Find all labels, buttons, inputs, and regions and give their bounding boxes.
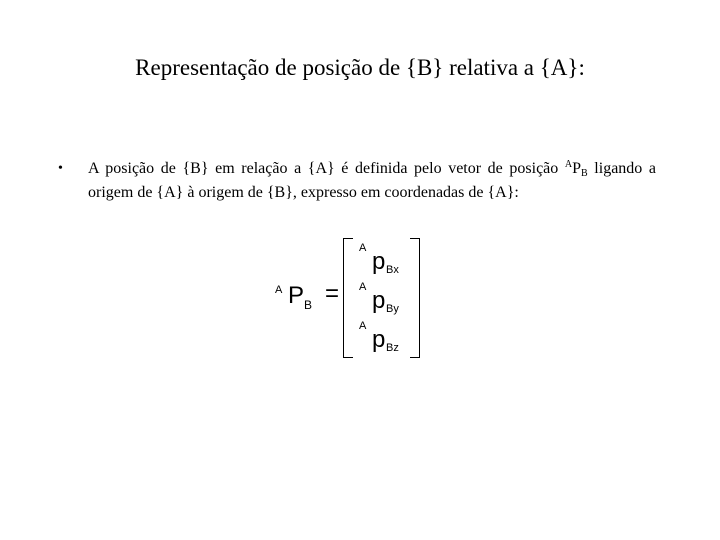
equals-sign: = — [325, 280, 340, 307]
matrix-row-x — [359, 242, 411, 276]
left-bracket — [343, 238, 353, 358]
row-x-superscript: A — [359, 242, 367, 254]
row-x-subscript: Bx — [386, 264, 399, 276]
vector-superscript: A — [564, 159, 573, 170]
vector-subscript: B — [581, 168, 588, 179]
bullet-text-before: A posição de {B} em relação a {A} é definida pelo vetor de posição — [88, 160, 565, 177]
row-z-superscript: A — [359, 320, 367, 332]
bullet-marker: • — [58, 161, 63, 176]
right-bracket — [410, 238, 420, 358]
vector-symbol: P — [572, 160, 582, 177]
row-x-symbol: p — [372, 248, 386, 275]
row-y-symbol: p — [372, 287, 386, 314]
lhs-symbol: P — [288, 282, 305, 309]
row-y-superscript: A — [359, 281, 367, 293]
slide-title: Representação de posição de {B} relativa a {A}: — [135, 55, 585, 80]
row-y-subscript: By — [386, 303, 399, 315]
row-z-subscript: Bz — [386, 342, 399, 354]
bullet-text-after: ligando a origem de {A} à origem de {B}, expresso em coordenadas de {A}: — [88, 160, 656, 201]
matrix-row-y — [359, 281, 411, 315]
bullet-text — [88, 157, 656, 205]
matrix-row-z — [359, 320, 411, 354]
position-vector-equation — [270, 234, 430, 362]
row-z-symbol: p — [372, 326, 386, 353]
lhs-subscript: B — [304, 298, 313, 312]
lhs-superscript: A — [275, 284, 283, 296]
